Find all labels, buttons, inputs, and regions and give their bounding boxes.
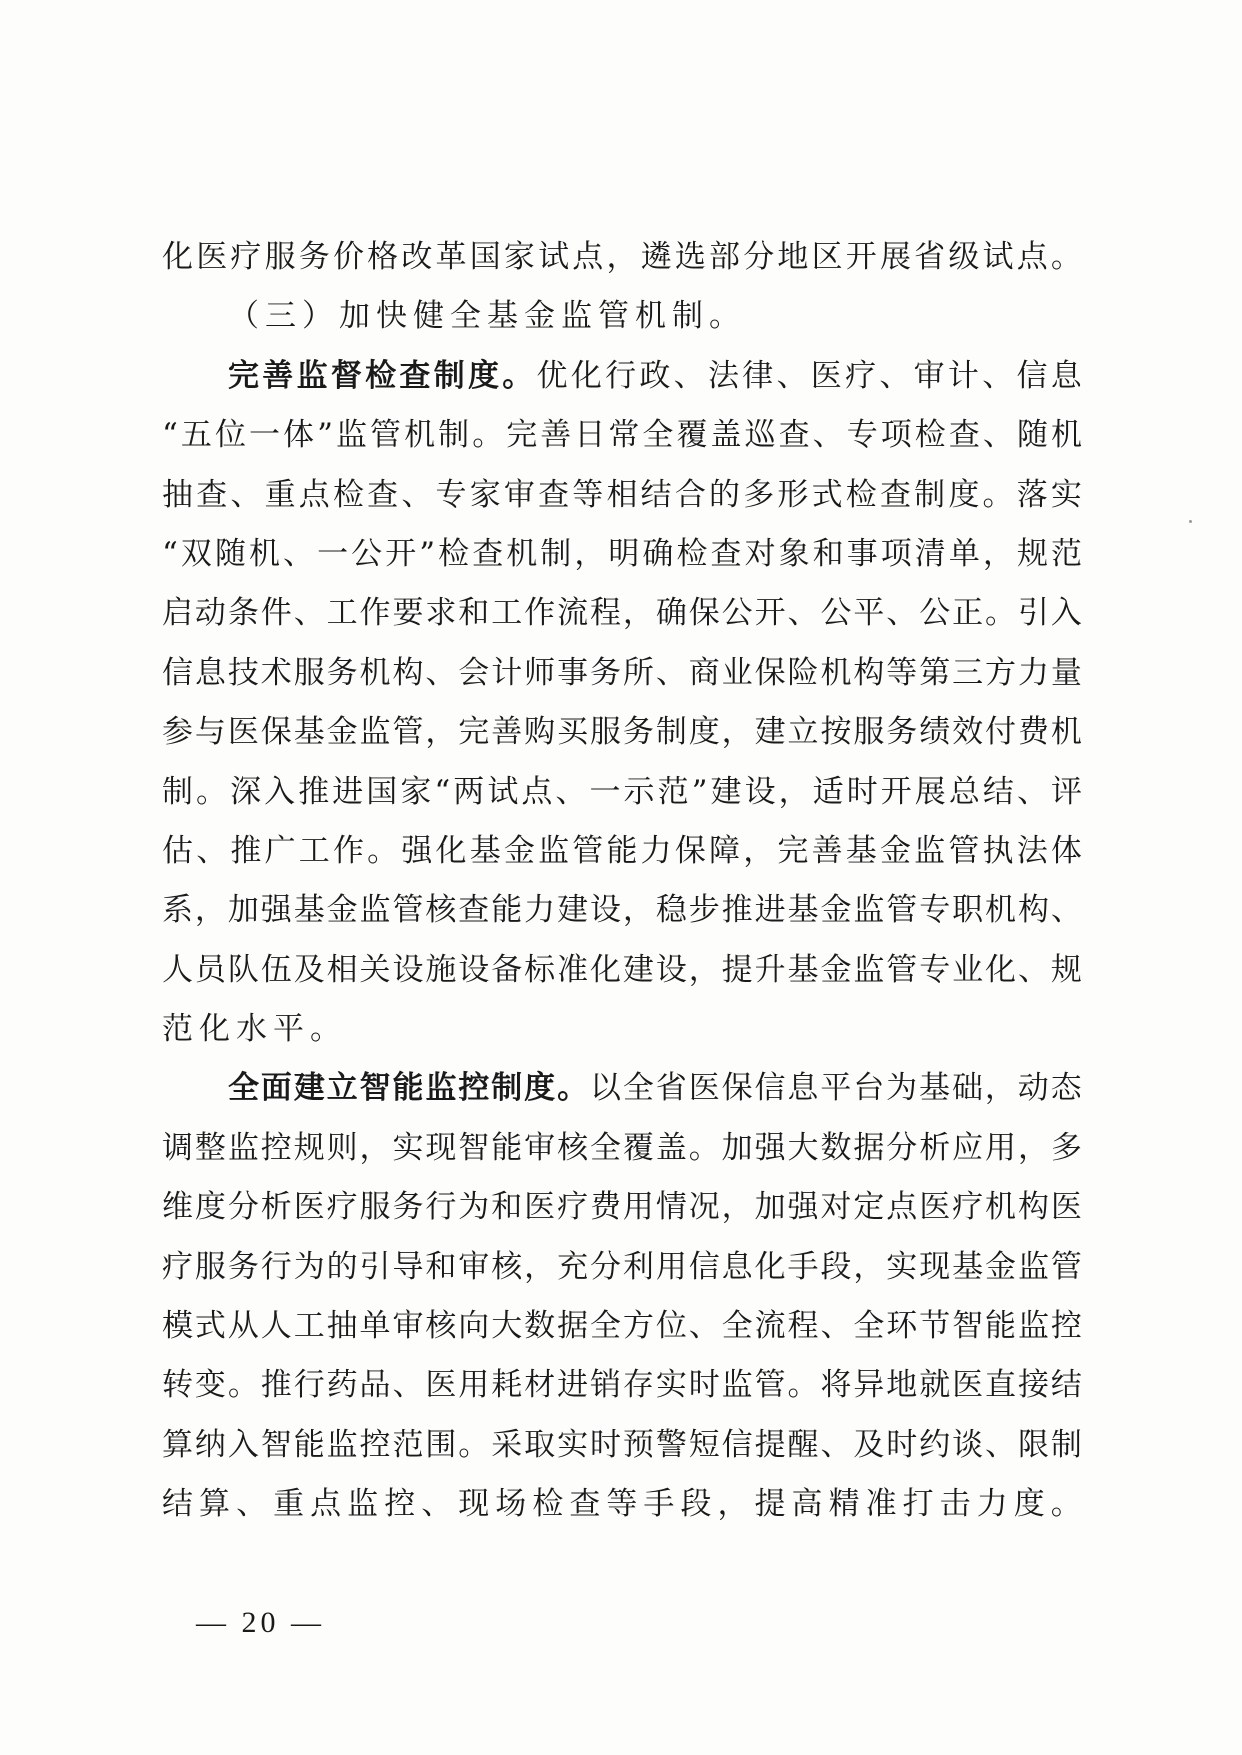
line-text: 范化水平。 bbox=[162, 1011, 347, 1048]
text-line bbox=[162, 1000, 1082, 1059]
text-line: 疗 服 务 行 为 的 引 导 和 审 核 ， 充 分 利 用 信 息 化 手 段 ， 实 现 基 金 监 管 bbox=[162, 1248, 1082, 1285]
text-line: 信 息 技 术 服 务 机 构 、 会 计 师 事 务 所 、 商 业 保 险 机 构 等 第 三 方 力 量 bbox=[162, 654, 1082, 691]
scan-speck bbox=[1189, 520, 1192, 523]
text-line: 化 医 疗 服 务 价 格 改 革 国 家 试 点 ， 遴 选 部 分 地 区 开 展 省 级 试 点 。 bbox=[162, 239, 1082, 275]
text-line: 启 动 条 件 、 工 作 要 求 和 工 作 流 程 ， 确 保 公 开 、 公 平 、 公 正 。 引 入 bbox=[162, 595, 1082, 632]
text-line: “ 双 随 机 、 一 公 开 ” 检 查 机 制 ， 明 确 检 查 对 象 和 事 项 清 单 ， 规 范 bbox=[162, 535, 1082, 572]
text-line: 估 、 推 广 工 作 。 强 化 基 金 监 管 能 力 保 障 ， 完 善 基 金 监 管 执 法 体 bbox=[162, 832, 1082, 869]
text-line: 制 。 深 入 推 进 国 家 “ 两 试 点 、 一 示 范 ” 建 设 ， 适 时 开 展 总 结 、 评 bbox=[162, 773, 1082, 810]
text-line: “ 五 位 一 体 ” 监 管 机 制 。 完 善 日 常 全 覆 盖 巡 查 、 专 项 检 查 、 随 机 bbox=[162, 417, 1082, 454]
text-line: 参 与 医 保 基 金 监 管 ， 完 善 购 买 服 务 制 度 ， 建 立 按 服 务 绩 效 付 费 机 bbox=[162, 714, 1082, 751]
document-body bbox=[162, 228, 1082, 1535]
section-heading: （三）加快健全基金监管机制。 bbox=[228, 298, 746, 335]
text-line: 算 纳 入 智 能 监 控 范 围 。 采 取 实 时 预 警 短 信 提 醒 、 及 时 约 谈 、 限 制 bbox=[162, 1426, 1082, 1463]
text-line bbox=[162, 287, 1082, 346]
text-line: 调 整 监 控 规 则 ， 实 现 智 能 审 核 全 覆 盖 。 加 强 大 数 据 分 析 应 用 ， 多 bbox=[162, 1129, 1082, 1166]
text-line: 抽 查 、 重 点 检 查 、 专 家 审 查 等 相 结 合 的 多 形 式 检 查 制 度 。 落 实 bbox=[162, 476, 1082, 513]
text-line: 模 式 从 人 工 抽 单 审 核 向 大 数 据 全 方 位 、 全 流 程 、 全 环 节 智 能 监 控 bbox=[162, 1308, 1082, 1345]
page-number: — 20 — bbox=[196, 1606, 325, 1639]
text-line: 结 算 、 重 点 监 控 、 现 场 检 查 等 手 段 ， 提 高 精 准 打 击 力 度 。 bbox=[162, 1486, 1082, 1523]
text-line: 完 善 监 督 检 查 制 度 。 优 化 行 政 、 法 律 、 医 疗 、 审 计 、 信 息 bbox=[228, 357, 1082, 394]
text-line: 转 变 。 推 行 药 品 、 医 用 耗 材 进 销 存 实 时 监 管 。 将 异 地 就 医 直 接 结 bbox=[162, 1367, 1082, 1404]
text-line: 维 度 分 析 医 疗 服 务 行 为 和 医 疗 费 用 情 况 ， 加 强 对 定 点 医 疗 机 构 医 bbox=[162, 1189, 1082, 1226]
text-line: 全 面 建 立 智 能 监 控 制 度 。 以 全 省 医 保 信 息 平 台 为 基 础 ， 动 态 bbox=[228, 1070, 1082, 1107]
text-line: 人 员 队 伍 及 相 关 设 施 设 备 标 准 化 建 设 ， 提 升 基 金 监 管 专 业 化 、 规 bbox=[162, 951, 1082, 988]
text-line: 系 ， 加 强 基 金 监 管 核 查 能 力 建 设 ， 稳 步 推 进 基 金 监 管 专 职 机 构 、 bbox=[162, 892, 1082, 929]
